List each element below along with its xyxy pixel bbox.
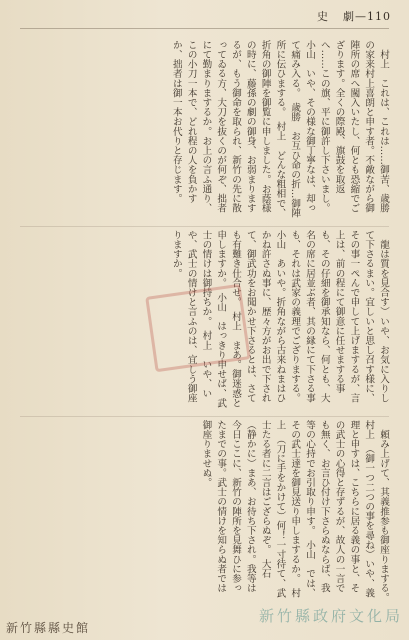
page-header <box>317 8 391 24</box>
page-number: 劇—110 <box>343 10 391 23</box>
watermark-left: 新竹縣縣史館 <box>6 621 91 635</box>
text-tier-top <box>20 40 390 220</box>
tier-divider <box>20 416 389 417</box>
watermark-right: 新竹縣政府文化局 <box>258 607 403 625</box>
header-rule <box>20 28 389 29</box>
text-tier-bottom <box>20 420 390 608</box>
tier-text: 頼み上げて、其義推参も御座りまする。 村上 （御一つ二つの事を尋ね）いや、義理と申すは、こちらに居る義の事と、その武士の心得と存ずるが、故人の一言でも無く、お言ひ付け下さらぬならば、我等の心持でお引取り申す。 小山 では、その武士達を御見送り申しまするか。 村上 （刀に手をかけて）何！一寸待て、武士たる者に二言はござらぬぞ。 大石 （静かに）まあ、お待ち下され。我等は今日ここに、新竹の陣所を見舞ひに参ったまでの事。武士の情けを知らぬ者では御座りませぬ。 <box>200 420 389 608</box>
red-seal-stamp <box>145 284 251 373</box>
tier-text: 村上 これは、これは……御苦、歳勝の家来村上喜朗と申す者。不敵ながら御陣所の席へ闖入いたし、何とも恐縮でござります。全くの際殿、旗鼓を取返へ……この旗、平に御許し下さいまし。 小山 いや、その様な御丁寧なは、却って痛み入る。 歳勝 お互ひ命の折…御陣所に伝ひまする。 村上 どんな粗相で、折角の御陣を御覧に申しました。お蔭様の時に、藤孫の劇の御身、お弱まりまするが、もう御命を取られ、新竹の先に散ってゐる方、大刀を抜くのが何ぞ、拙者にて勤まりまするか。お上の言ふ通り、この小刀一本で、どれ程の人を負かすか、拙者は御一本お代りと存じます。 <box>170 40 389 218</box>
tier-text: 龍は質を見合す）いや、お気に入りして下さるまい。宜しいと思し召す様に、その事一ぺんで申して上げまするが、言上は、前の程にて御意に任せまする事も、その仔細を御承知なら、何とも、大名の席に居並ぶ者、其の縁にて下さる事も、それは武家の義理でござりまする。 小山 あいや。折角ながら古来ねまはひかね許さぬ事に、歴々方がお出で下されて、御武功をお聞かせ下さるとは、さても有難き仕合せ。 村上 まあ。御迷惑と申しますか。 小山 はっきり申せば、武士の情けは御持ちか。 村上 いや、いや、武士の情けと言ふのは、宜しう御座りますか。 <box>170 230 389 408</box>
tier-divider <box>20 226 389 227</box>
section-label: 史 <box>317 10 329 23</box>
